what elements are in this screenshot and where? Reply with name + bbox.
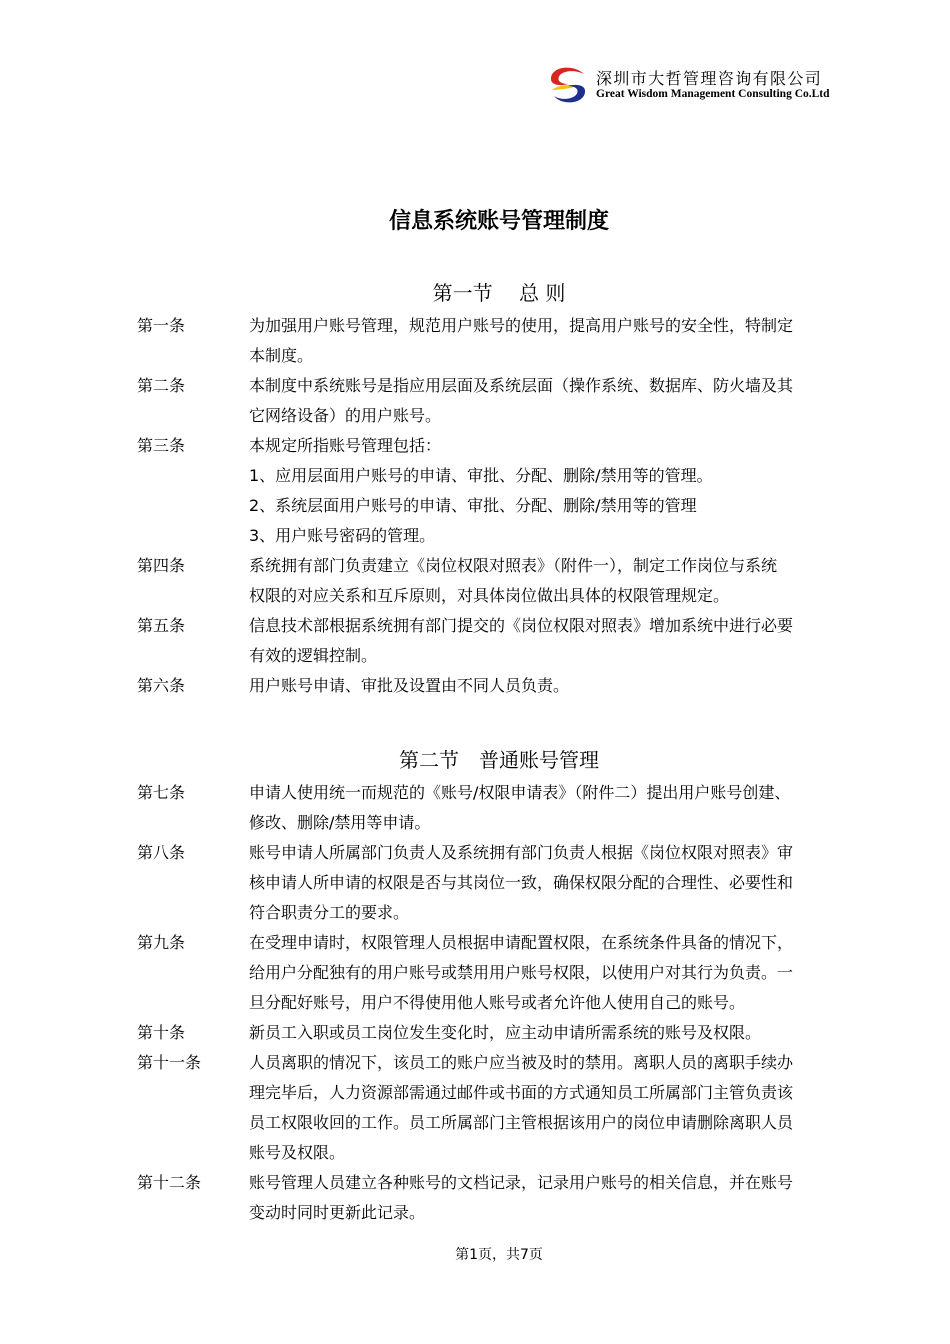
article-text: [249, 551, 861, 611]
article-line: 人员离职的情况下，该员工的账户应当被及时的禁用。离职人员的离职手续办: [249, 1053, 794, 1072]
article-line: 账号申请人所属部门负责人及系统拥有部门负责人根据《岗位权限对照表》审: [249, 843, 794, 862]
article-text: [249, 838, 861, 928]
article-number: 第七条: [137, 783, 186, 802]
article-text: [249, 778, 861, 838]
article-line: 它网络设备）的用户账号。: [249, 406, 442, 425]
section-title: 第二节 普通账号管理: [399, 748, 599, 772]
article-text: [249, 671, 861, 701]
article-number: 第九条: [137, 933, 186, 952]
article-line: 有效的逻辑控制。: [249, 646, 378, 665]
article-number: 第五条: [137, 616, 186, 635]
article-number: 第六条: [137, 676, 186, 695]
article-line: 旦分配好账号，用户不得使用他人账号或者允许他人使用自己的账号。: [249, 993, 746, 1012]
article-line: 理完毕后，人力资源部需通过邮件或书面的方式通知员工所属部门主管负责该: [249, 1083, 794, 1102]
article-line: 2、系统层面用户账号的申请、审批、分配、删除/禁用等的管理: [249, 496, 697, 515]
article-line: 修改、删除/禁用等申请。: [249, 813, 431, 832]
article-number: 第四条: [137, 556, 186, 575]
article-number: 第十一条: [137, 1053, 202, 1072]
section-title: 第一节 总 则: [432, 281, 566, 305]
article-line: 给用户分配独有的用户账号或禁用用户账号权限，以使用户对其行为负责。一: [249, 963, 794, 982]
document-title: 信息系统账号管理制度: [388, 209, 609, 234]
company-name-en: Great Wisdom Management Consulting Co.Ltd: [596, 88, 830, 100]
article-line: 变动时同时更新此记录。: [249, 1203, 426, 1222]
article-line: 用户账号申请、审批及设置由不同人员负责。: [249, 676, 570, 695]
article-line: 1、应用层面用户账号的申请、审批、分配、删除/禁用等的管理。: [249, 466, 713, 485]
article-text: [249, 1048, 861, 1168]
company-logo-icon: [548, 66, 588, 104]
article-line: 本制度中系统账号是指应用层面及系统层面（操作系统、数据库、防火墙及其: [249, 376, 794, 395]
article-line: 系统拥有部门负责建立《岗位权限对照表》（附件一），制定工作岗位与系统: [249, 556, 778, 575]
article-line: 为加强用户账号管理，规范用户账号的使用，提高用户账号的安全性，特制定: [249, 316, 794, 335]
article-text: [249, 1168, 861, 1228]
article-line: 3、用户账号密码的管理。: [249, 526, 436, 545]
article-line: 账号及权限。: [249, 1143, 346, 1162]
article-line: 权限的对应关系和互斥原则，对具体岗位做出具体的权限管理规定。: [249, 586, 730, 605]
article-number: 第十条: [137, 1023, 186, 1042]
article-line: 新员工入职或员工岗位发生变化时，应主动申请所需系统的账号及权限。: [249, 1023, 762, 1042]
article-line: 本规定所指账号管理包括：: [249, 436, 442, 455]
article-number: 第十二条: [137, 1173, 202, 1192]
article-text: [249, 1018, 861, 1048]
article-line: 核申请人所申请的权限是否与其岗位一致，确保权限分配的合理性、必要性和: [249, 873, 794, 892]
article-number: 第三条: [137, 436, 186, 455]
article-text: [249, 431, 861, 551]
article-number: 第一条: [137, 316, 186, 335]
page-number: 第1页，共7页: [455, 1247, 543, 1263]
article-line: 账号管理人员建立各种账号的文档记录，记录用户账号的相关信息，并在账号: [249, 1173, 794, 1192]
article-number: 第八条: [137, 843, 186, 862]
article-line: 符合职责分工的要求。: [249, 903, 410, 922]
article-text: [249, 611, 861, 671]
article-text: [249, 371, 861, 431]
company-name-cn: 深圳市大哲管理咨询有限公司: [596, 69, 823, 88]
article-line: 本制度。: [249, 346, 314, 365]
company-header: [548, 66, 868, 106]
article-text: [249, 311, 861, 371]
article-line: 信息技术部根据系统拥有部门提交的《岗位权限对照表》增加系统中进行必要: [249, 616, 794, 635]
article-line: 申请人使用统一而规范的《账号/权限申请表》（附件二）提出用户账号创建、: [249, 783, 791, 802]
article-text: [249, 928, 861, 1018]
article-line: 在受理申请时，权限管理人员根据申请配置权限，在系统条件具备的情况下，: [249, 933, 794, 952]
article-number: 第二条: [137, 376, 186, 395]
article-line: 员工权限收回的工作。员工所属部门主管根据该用户的岗位申请删除离职人员: [249, 1113, 794, 1132]
